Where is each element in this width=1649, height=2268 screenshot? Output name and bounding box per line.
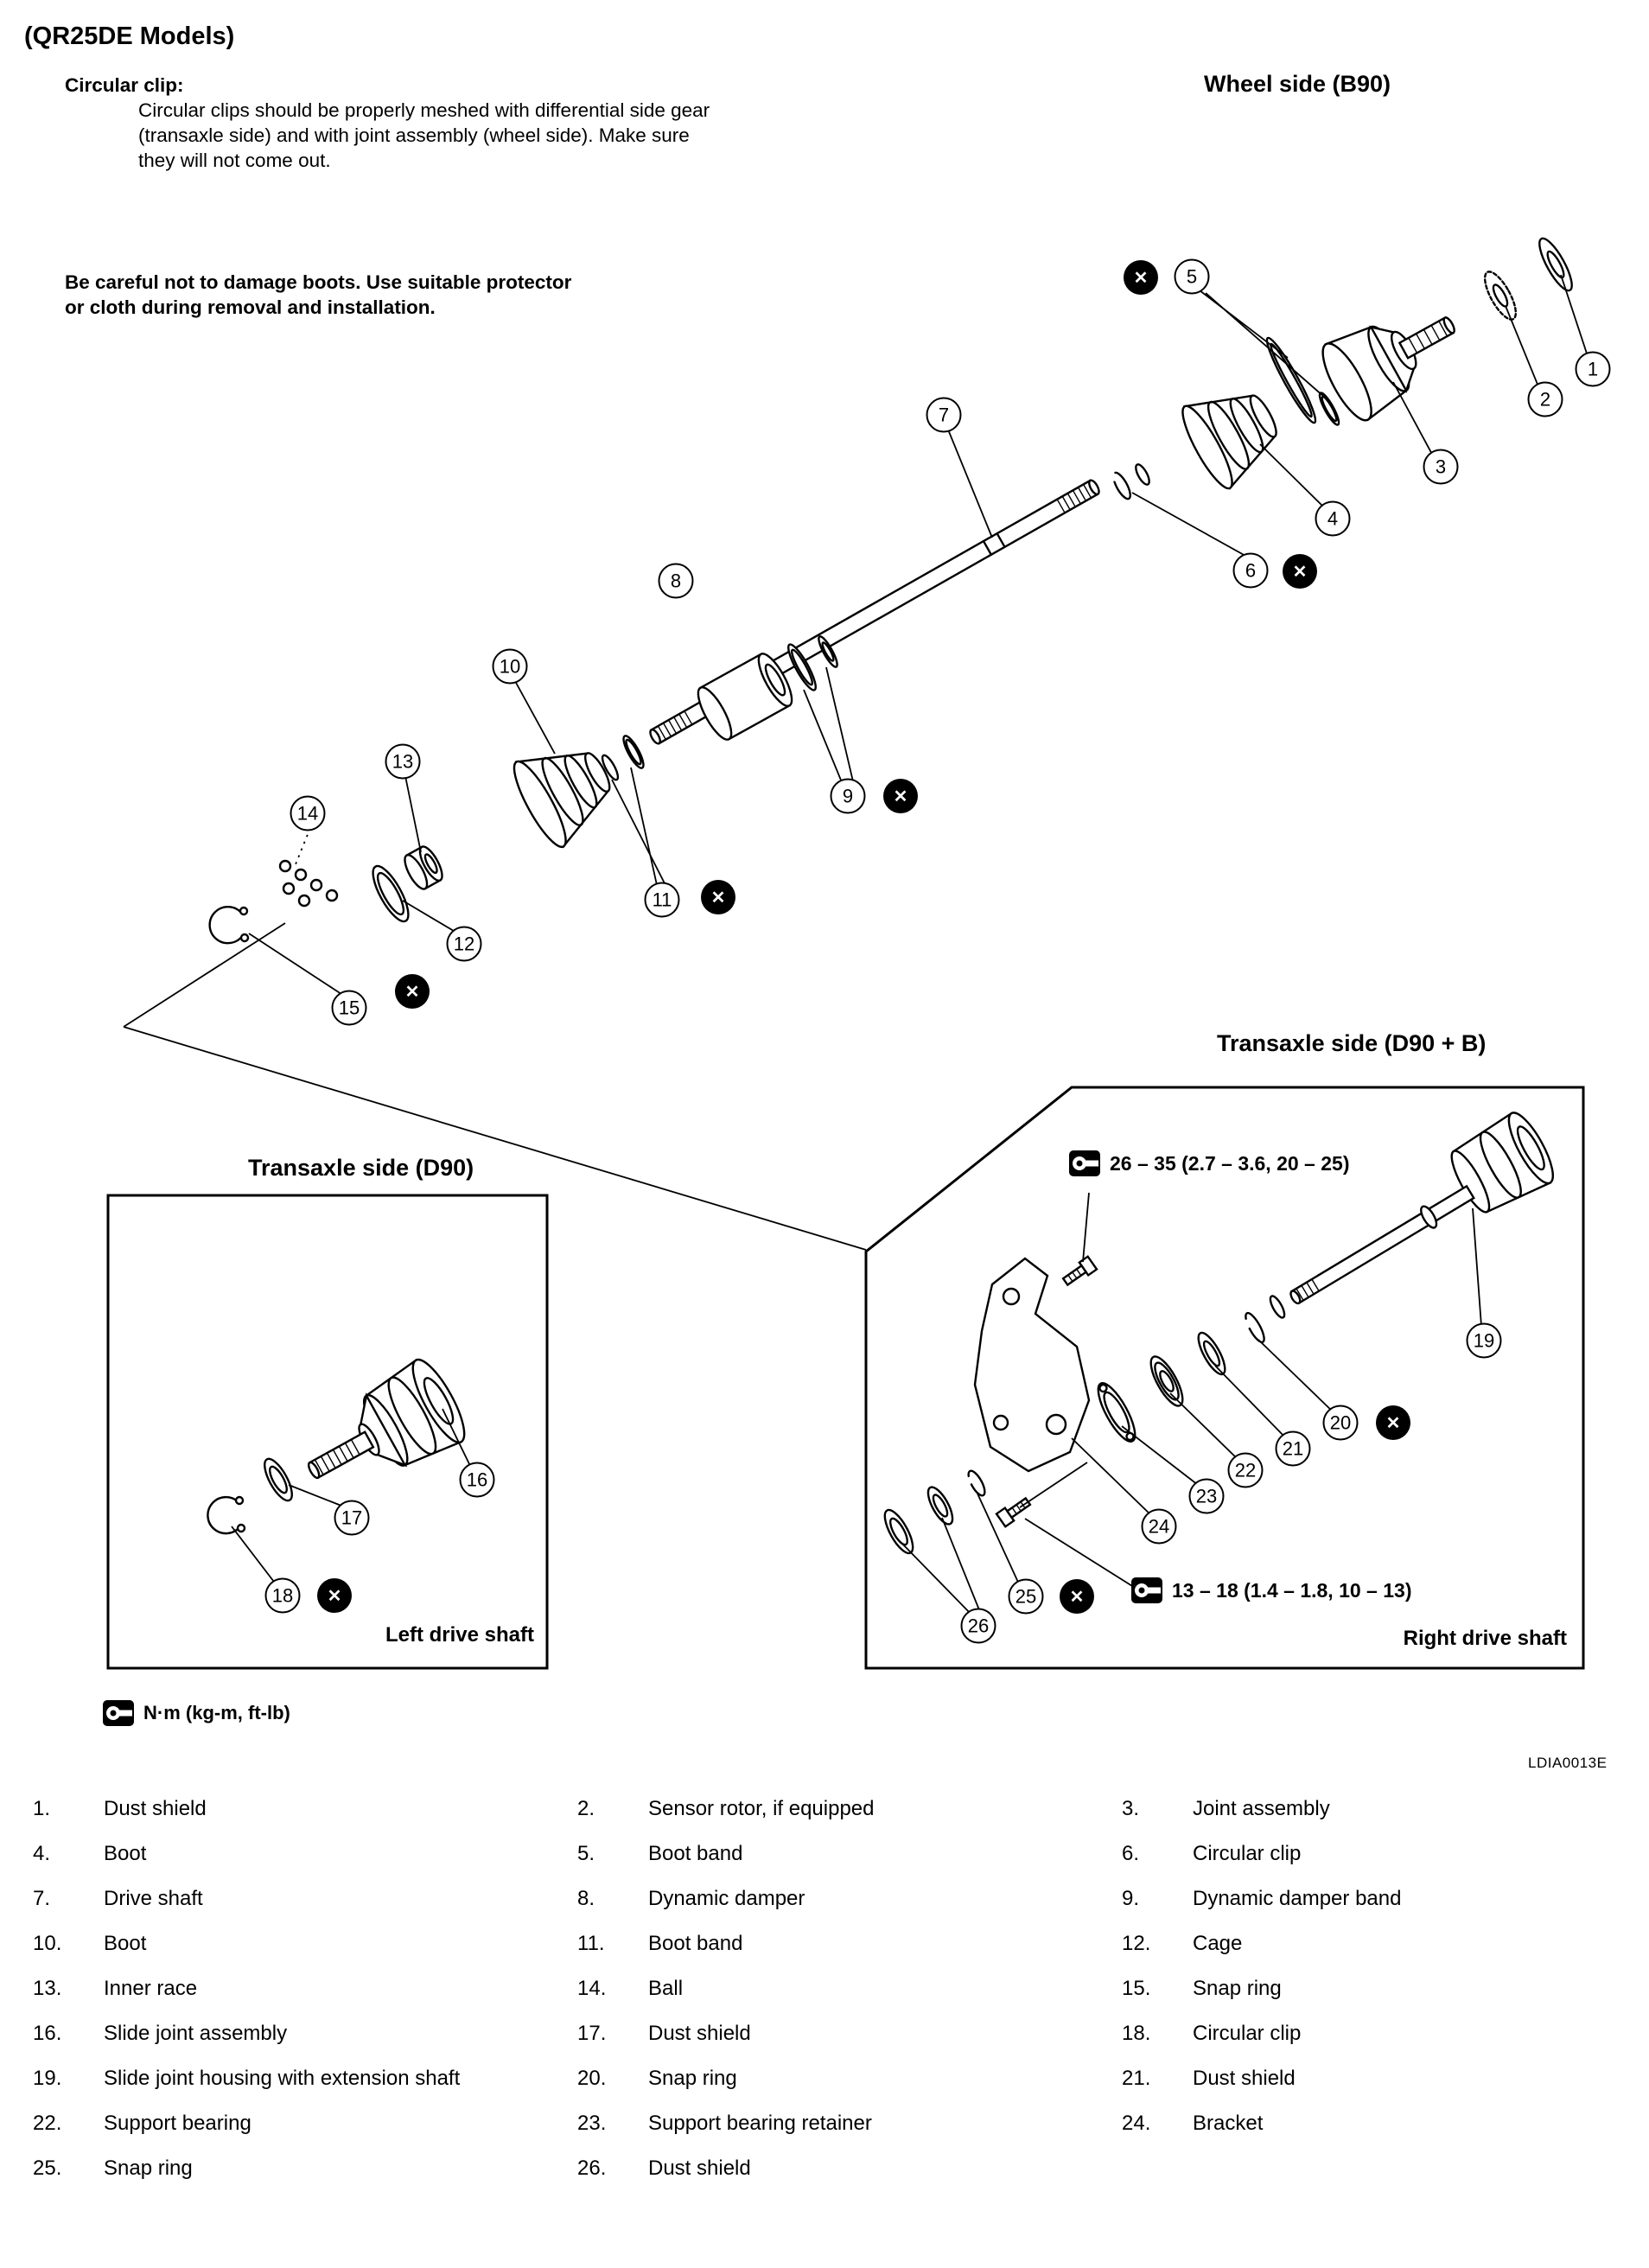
note-line: (transaxle side) and with joint assembly (wheel side). Make sure (138, 124, 690, 146)
parts-list-row (33, 2156, 1632, 2182)
parts-list-item (577, 1976, 1122, 2002)
part-name: Boot (104, 1842, 147, 1865)
parts-list-item (1122, 2156, 1606, 2182)
page-title (24, 22, 234, 51)
part-name: Joint assembly (1193, 1797, 1330, 1820)
part-number: 2. (577, 1797, 595, 1820)
callout-21: 21 (1276, 1431, 1311, 1467)
callout-20: 20 (1323, 1405, 1359, 1441)
parts-list-item (1122, 2111, 1606, 2137)
callout-1: 1 (1576, 352, 1611, 387)
x-marker-icon (701, 880, 735, 914)
parts-list-item (577, 2111, 1122, 2137)
part-number: 4. (33, 1842, 51, 1865)
callout-18: 18 (265, 1578, 301, 1614)
note-line: they will not come out. (138, 150, 331, 171)
boot-band-large-drawing (1262, 334, 1321, 426)
part-number: 19. (33, 2067, 62, 2090)
callout-6: 6 (1233, 553, 1269, 589)
parts-list (33, 1796, 1632, 2201)
x-marker-icon (883, 779, 918, 813)
part-number: 18. (1122, 2022, 1151, 2045)
snap-ring-20-drawing (1243, 1310, 1268, 1344)
part-name: Snap ring (648, 2067, 737, 2090)
slide-joint-assembly-drawing (288, 1354, 473, 1513)
torque-spec-bottom (1130, 1577, 1411, 1604)
x-marker-icon (317, 1578, 352, 1613)
x-marker-icon (1060, 1579, 1094, 1614)
callout-22: 22 (1228, 1453, 1264, 1488)
torque-spec-top-text: 26 – 35 (2.7 – 3.6, 20 – 25) (1110, 1151, 1350, 1175)
circular-clip-18-drawing (207, 1497, 245, 1533)
part-name: Snap ring (104, 2157, 193, 2180)
parts-list-item (33, 2021, 577, 2047)
parts-list-item (1122, 1976, 1606, 2002)
parts-list-row (33, 1886, 1632, 1912)
joint-assembly-drawing (1314, 286, 1473, 427)
part-name: Dynamic damper band (1193, 1887, 1402, 1910)
callout-11: 11 (645, 882, 680, 918)
parts-list-item (1122, 1886, 1606, 1912)
bolt-lower-drawing (996, 1495, 1032, 1527)
wheel-side-label: Wheel side (B90) (1204, 71, 1391, 97)
dust-shield-26a-drawing (923, 1484, 957, 1528)
parts-list-item (1122, 1931, 1606, 1957)
parts-list-item (33, 1886, 577, 1912)
caution-line: or cloth during removal and installation. (65, 296, 436, 318)
part-name: Snap ring (1193, 1977, 1282, 2000)
part-number: 12. (1122, 1932, 1151, 1955)
part-name: Inner race (104, 1977, 198, 2000)
circular-clip-note (65, 73, 710, 173)
part-number: 26. (577, 2157, 607, 2180)
part-number: 17. (577, 2022, 607, 2045)
circular-clip-6-drawing (1111, 470, 1134, 501)
callout-17: 17 (334, 1500, 370, 1536)
part-name: Circular clip (1193, 2022, 1302, 2045)
right-box-caption: Right drive shaft (1403, 1627, 1567, 1650)
part-name: Slide joint housing with extension shaft (104, 2067, 461, 2090)
callout-26: 26 (961, 1609, 996, 1644)
torque-spec-bottom-text: 13 – 18 (1.4 – 1.8, 10 – 13) (1172, 1578, 1412, 1602)
transaxle-side-left-label: Transaxle side (D90) (248, 1155, 474, 1181)
part-name: Dynamic damper (648, 1887, 805, 1910)
torque-wrench-icon (1068, 1150, 1101, 1177)
parts-list-item (1122, 1796, 1606, 1822)
parts-list-item (577, 1931, 1122, 1957)
parts-list-item (577, 1796, 1122, 1822)
parts-list-item (33, 1976, 577, 2002)
dust-shield-17-drawing (259, 1456, 297, 1505)
boot-band-11-drawing (621, 734, 647, 771)
parts-list-item (577, 1841, 1122, 1867)
callout-24: 24 (1142, 1509, 1177, 1545)
bolt-upper-drawing (1061, 1257, 1097, 1289)
left-box-caption: Left drive shaft (385, 1623, 534, 1647)
parts-list-row (33, 1796, 1632, 1822)
part-name: Support bearing retainer (648, 2112, 872, 2135)
extension-shaft-drawing (1286, 1182, 1476, 1309)
parts-list-row (33, 1931, 1632, 1957)
part-number: 21. (1122, 2067, 1151, 2090)
dust-shield-1-drawing (1534, 234, 1577, 294)
part-name: Dust shield (648, 2022, 751, 2045)
torque-wrench-icon (1130, 1577, 1163, 1604)
parts-list-item (1122, 2066, 1606, 2092)
part-number: 13. (33, 1977, 62, 2000)
x-marker-icon (395, 974, 430, 1009)
callout-8: 8 (659, 564, 694, 599)
part-number: 14. (577, 1977, 607, 2000)
part-name: Cage (1193, 1932, 1243, 1955)
part-name: Boot (104, 1932, 147, 1955)
callout-13: 13 (385, 744, 421, 780)
part-name: Bracket (1193, 2112, 1264, 2135)
parts-list-row (33, 2021, 1632, 2047)
part-number: 3. (1122, 1797, 1140, 1820)
part-number: 5. (577, 1842, 595, 1865)
transaxle-side-right-label: Transaxle side (D90 + B) (1217, 1030, 1487, 1056)
part-name: Dust shield (104, 1797, 207, 1820)
parts-list-item (577, 2021, 1122, 2047)
parts-list-item (33, 1796, 577, 1822)
part-number: 22. (33, 2112, 62, 2135)
part-number: 6. (1122, 1842, 1140, 1865)
callout-4: 4 (1315, 501, 1351, 537)
parts-list-row (33, 2111, 1632, 2137)
parts-list-row (33, 1841, 1632, 1867)
parts-list-item (577, 2156, 1122, 2182)
callout-25: 25 (1009, 1579, 1044, 1615)
torque-legend-text: N·m (kg-m, ft-lb) (143, 1702, 290, 1723)
x-marker-icon (1124, 260, 1158, 295)
sensor-rotor-drawing (1479, 268, 1521, 324)
part-number: 23. (577, 2112, 607, 2135)
x-marker-icon (1376, 1405, 1410, 1440)
detail-pointer-lines (124, 923, 866, 1250)
snap-ring-25-drawing (965, 1468, 988, 1498)
part-name: Circular clip (1193, 1842, 1302, 1865)
part-number: 10. (33, 1932, 62, 1955)
dust-shield-21-drawing (1194, 1329, 1230, 1378)
part-name: Support bearing (104, 2112, 251, 2135)
part-name: Ball (648, 1977, 684, 2000)
parts-list-item (33, 1931, 577, 1957)
part-name: Drive shaft (104, 1887, 203, 1910)
circular-clip-heading: Circular clip: (65, 74, 184, 96)
callout-23: 23 (1189, 1479, 1225, 1514)
part-number: 20. (577, 2067, 607, 2090)
balls-drawing (280, 861, 337, 906)
parts-list-row (33, 1976, 1632, 2002)
part-number: 1. (33, 1797, 51, 1820)
callout-7: 7 (926, 398, 962, 433)
part-name: Dust shield (1193, 2067, 1296, 2090)
torque-wrench-icon (102, 1699, 135, 1727)
boot-transaxle-side-drawing (506, 727, 627, 852)
part-name: Boot band (648, 1842, 743, 1865)
part-number: 24. (1122, 2112, 1151, 2135)
washer-drawing (1133, 462, 1151, 487)
part-number: 16. (33, 2022, 62, 2045)
x-marker-icon (1283, 554, 1317, 589)
parts-list-item (33, 2111, 577, 2137)
callout-16: 16 (460, 1462, 495, 1498)
callout-14: 14 (290, 796, 326, 831)
boot-wheel-side-drawing (1175, 372, 1291, 494)
part-number: 8. (577, 1887, 595, 1910)
note-line: Circular clips should be properly meshed with differential side gear (138, 99, 710, 121)
callout-9: 9 (831, 779, 866, 814)
boot-band-small-drawing (1316, 391, 1341, 427)
part-name: Sensor rotor, if equipped (648, 1797, 875, 1820)
callout-3: 3 (1423, 449, 1459, 485)
support-bearing-drawing (1145, 1353, 1188, 1411)
inner-race-drawing (401, 844, 447, 892)
part-name: Slide joint assembly (104, 2022, 288, 2045)
callout-12: 12 (447, 927, 482, 962)
callout-10: 10 (493, 649, 528, 685)
part-number: 9. (1122, 1887, 1140, 1910)
parts-list-item (1122, 1841, 1606, 1867)
torque-spec-top (1068, 1150, 1349, 1177)
parts-list-item (577, 2066, 1122, 2092)
parts-list-item (33, 2066, 577, 2092)
callout-19: 19 (1467, 1323, 1502, 1359)
part-number: 11. (577, 1932, 605, 1955)
parts-list-item (577, 1886, 1122, 1912)
shaft-washer-drawing (1268, 1294, 1287, 1319)
caution-note (65, 270, 571, 320)
parts-list-row (33, 2066, 1632, 2092)
dust-shield-26b-drawing (880, 1507, 919, 1558)
circular-clip-body (138, 98, 710, 173)
part-number: 7. (33, 1887, 51, 1910)
caution-line: Be careful not to damage boots. Use suitable protector (65, 271, 572, 293)
torque-legend (102, 1699, 290, 1727)
part-number: 25. (33, 2157, 62, 2180)
page-title-text: (QR25DE Models) (24, 22, 235, 50)
parts-list-item (1122, 2021, 1606, 2047)
snap-ring-15-drawing (210, 907, 248, 943)
part-number: 15. (1122, 1977, 1151, 2000)
callout-15: 15 (332, 991, 367, 1026)
callout-5: 5 (1175, 259, 1210, 295)
callout-2: 2 (1528, 382, 1563, 417)
parts-list-item (33, 2156, 577, 2182)
part-name: Dust shield (648, 2157, 751, 2180)
parts-list-item (33, 1841, 577, 1867)
part-name: Boot band (648, 1932, 743, 1955)
figure-code: LDIA0013E (1528, 1755, 1608, 1771)
